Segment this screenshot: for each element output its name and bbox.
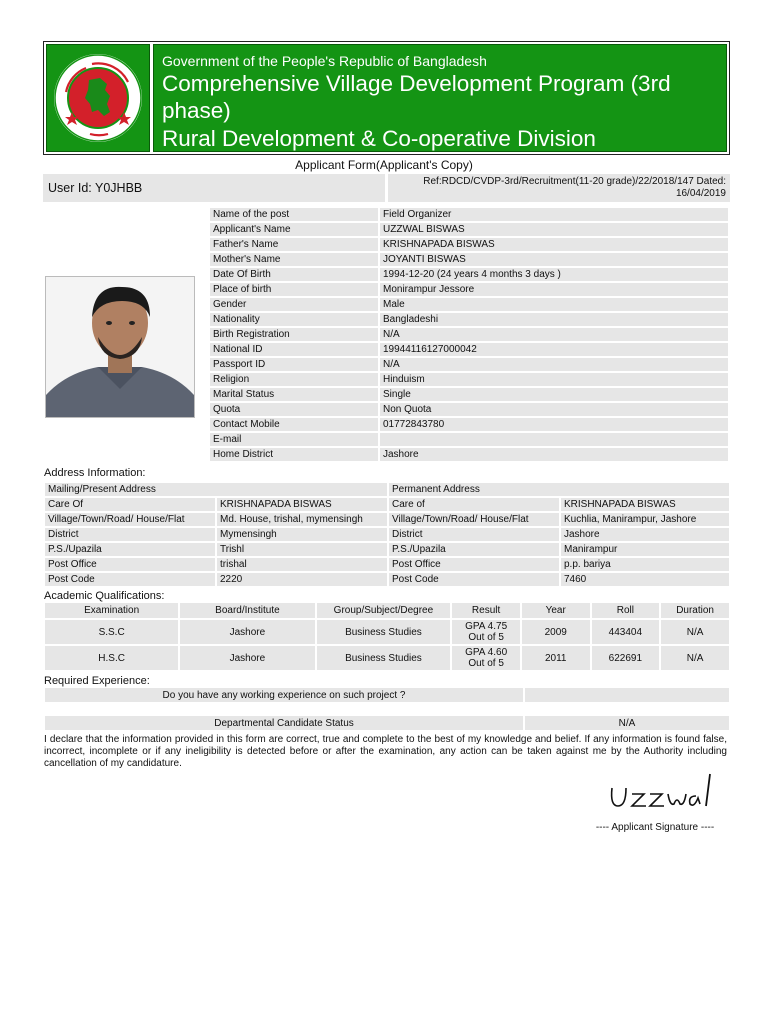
board-cell: Jashore — [180, 620, 314, 644]
user-id: User Id: Y0JHBB — [43, 174, 385, 202]
field-label: Mother's Name — [210, 253, 378, 266]
academic-column-header: Examination — [45, 603, 178, 618]
result-scale: Out of 5 — [468, 658, 504, 669]
field-value: UZZWAL BISWAS — [380, 223, 728, 236]
personal-info-row — [210, 223, 728, 236]
bangladesh-seal-logo — [52, 52, 144, 144]
year-cell: 2011 — [522, 646, 590, 670]
address-table — [43, 481, 731, 588]
permanent-label: Post Code — [389, 573, 559, 586]
address-section-label: Address Information: — [44, 467, 146, 479]
field-label: Nationality — [210, 313, 378, 326]
personal-info-row — [210, 238, 728, 251]
program-name: Comprehensive Village Development Program (3rd phase) — [162, 71, 671, 123]
academic-section-label: Academic Qualifications: — [44, 590, 165, 602]
permanent-value: 7460 — [561, 573, 729, 586]
board-cell: Jashore — [180, 646, 314, 670]
academic-row — [45, 620, 729, 644]
permanent-label: Care of — [389, 498, 559, 511]
field-label: Quota — [210, 403, 378, 416]
signature-label: ---- Applicant Signature ---- — [595, 822, 715, 833]
field-label: Passport ID — [210, 358, 378, 371]
government-name: Government of the People's Republic of Bangladesh — [162, 53, 487, 69]
year-cell: 2009 — [522, 620, 590, 644]
result-cell — [452, 646, 520, 670]
exam-cell: H.S.C — [45, 646, 178, 670]
academic-column-header: Roll — [592, 603, 660, 618]
academic-header-row — [45, 603, 729, 618]
field-value: Single — [380, 388, 728, 401]
experience-table — [43, 686, 731, 704]
field-value: 1994-12-20 (24 years 4 months 3 days ) — [380, 268, 728, 281]
duration-cell: N/A — [661, 646, 729, 670]
field-value: N/A — [380, 358, 728, 371]
mailing-label: P.S./Upazila — [45, 543, 215, 556]
group-cell: Business Studies — [317, 620, 451, 644]
field-value: Jashore — [380, 448, 728, 461]
permanent-label: Post Office — [389, 558, 559, 571]
field-value: Bangladeshi — [380, 313, 728, 326]
permanent-value: Jashore — [561, 528, 729, 541]
address-row — [45, 513, 729, 526]
personal-info-row — [210, 433, 728, 446]
field-value: 01772843780 — [380, 418, 728, 431]
academic-row — [45, 646, 729, 670]
field-value: Field Organizer — [380, 208, 728, 221]
mailing-label: Post Code — [45, 573, 215, 586]
field-label: National ID — [210, 343, 378, 356]
field-label: Date Of Birth — [210, 268, 378, 281]
field-label: Place of birth — [210, 283, 378, 296]
experience-question: Do you have any working experience on such project ? — [45, 688, 523, 702]
group-cell: Business Studies — [317, 646, 451, 670]
mailing-value: Trishl — [217, 543, 387, 556]
academic-column-header: Group/Subject/Degree — [317, 603, 451, 618]
form-title: Applicant Form(Applicant's Copy) — [295, 158, 473, 172]
departmental-row — [45, 716, 729, 730]
departmental-value: N/A — [525, 716, 729, 730]
academic-column-header: Result — [452, 603, 520, 618]
academic-column-header: Duration — [661, 603, 729, 618]
mailing-value: Md. House, trishal, mymensingh — [217, 513, 387, 526]
permanent-label: P.S./Upazila — [389, 543, 559, 556]
roll-cell: 622691 — [592, 646, 660, 670]
personal-info-row — [210, 358, 728, 371]
mailing-value: Mymensingh — [217, 528, 387, 541]
personal-info-row — [210, 448, 728, 461]
result-gpa: GPA 4.60 — [465, 647, 508, 658]
field-value: KRISHNAPADA BISWAS — [380, 238, 728, 251]
academic-column-header: Year — [522, 603, 590, 618]
personal-info-row — [210, 343, 728, 356]
address-row — [45, 543, 729, 556]
field-label: Home District — [210, 448, 378, 461]
field-label: Applicant's Name — [210, 223, 378, 236]
header-title-box — [153, 44, 727, 152]
permanent-value: p.p. bariya — [561, 558, 729, 571]
field-label: Gender — [210, 298, 378, 311]
personal-info-row — [210, 208, 728, 221]
personal-info-row — [210, 328, 728, 341]
personal-info-row — [210, 268, 728, 281]
departmental-table — [43, 714, 731, 732]
applicant-portrait-image — [46, 277, 194, 417]
exam-cell: S.S.C — [45, 620, 178, 644]
personal-info-row — [210, 373, 728, 386]
field-label: Father's Name — [210, 238, 378, 251]
result-gpa: GPA 4.75 — [465, 621, 508, 632]
academic-column-header: Board/Institute — [180, 603, 314, 618]
experience-section-label: Required Experience: — [44, 675, 150, 687]
permanent-label: Village/Town/Road/ House/Flat — [389, 513, 559, 526]
field-label: Contact Mobile — [210, 418, 378, 431]
permanent-value: KRISHNAPADA BISWAS — [561, 498, 729, 511]
mailing-value: trishal — [217, 558, 387, 571]
field-label: E-mail — [210, 433, 378, 446]
header-banner — [43, 41, 730, 155]
mailing-value: 2220 — [217, 573, 387, 586]
field-value: 19944116127000042 — [380, 343, 728, 356]
personal-info-row — [210, 298, 728, 311]
mailing-address-title: Mailing/Present Address — [45, 483, 387, 496]
field-label: Religion — [210, 373, 378, 386]
permanent-label: District — [389, 528, 559, 541]
address-row — [45, 498, 729, 511]
declaration-text: I declare that the information provided in this form are correct, true and complete to the best of my knowledge and belief. If any information is found false, incorrect, incomplete or if any ineligibility is detected before or after the examination, any action can be taken against me by the Authority including cancellation of my candidature. — [44, 734, 727, 769]
result-scale: Out of 5 — [468, 632, 504, 643]
personal-info-row — [210, 403, 728, 416]
experience-row — [45, 688, 729, 702]
permanent-value: Kuchlia, Manirampur, Jashore — [561, 513, 729, 526]
address-row — [45, 573, 729, 586]
mailing-label: Post Office — [45, 558, 215, 571]
duration-cell: N/A — [661, 620, 729, 644]
personal-info-row — [210, 388, 728, 401]
field-label: Birth Registration — [210, 328, 378, 341]
field-value: JOYANTI BISWAS — [380, 253, 728, 266]
id-bar — [43, 174, 730, 202]
address-header-row — [45, 483, 729, 496]
field-value: N/A — [380, 328, 728, 341]
personal-info-row — [210, 418, 728, 431]
personal-info-row — [210, 283, 728, 296]
permanent-address-title: Permanent Address — [389, 483, 729, 496]
field-label: Marital Status — [210, 388, 378, 401]
applicant-photo — [45, 276, 195, 418]
permanent-value: Manirampur — [561, 543, 729, 556]
experience-answer — [525, 688, 729, 702]
field-label: Name of the post — [210, 208, 378, 221]
personal-info-row — [210, 313, 728, 326]
reference-line-2: 16/04/2019 — [675, 188, 726, 199]
result-cell — [452, 620, 520, 644]
reference — [388, 174, 730, 202]
address-row — [45, 528, 729, 541]
mailing-label: Village/Town/Road/ House/Flat — [45, 513, 215, 526]
reference-line-1: Ref:RDCD/CVDP-3rd/Recruitment(11-20 grade)/22/2018/147 Dated: — [423, 176, 726, 187]
personal-info-row — [210, 253, 728, 266]
academic-table — [43, 601, 731, 672]
field-value: Male — [380, 298, 728, 311]
mailing-label: Care Of — [45, 498, 215, 511]
logo-box — [46, 44, 150, 152]
roll-cell: 443404 — [592, 620, 660, 644]
address-row — [45, 558, 729, 571]
personal-info-table — [208, 206, 730, 463]
field-value: Monirampur Jessore — [380, 283, 728, 296]
mailing-label: District — [45, 528, 215, 541]
field-value — [380, 433, 728, 446]
mailing-value: KRISHNAPADA BISWAS — [217, 498, 387, 511]
division-name: Rural Development & Co-operative Division — [162, 126, 596, 151]
field-value: Hinduism — [380, 373, 728, 386]
departmental-label: Departmental Candidate Status — [45, 716, 523, 730]
applicant-signature — [604, 770, 716, 816]
field-value: Non Quota — [380, 403, 728, 416]
